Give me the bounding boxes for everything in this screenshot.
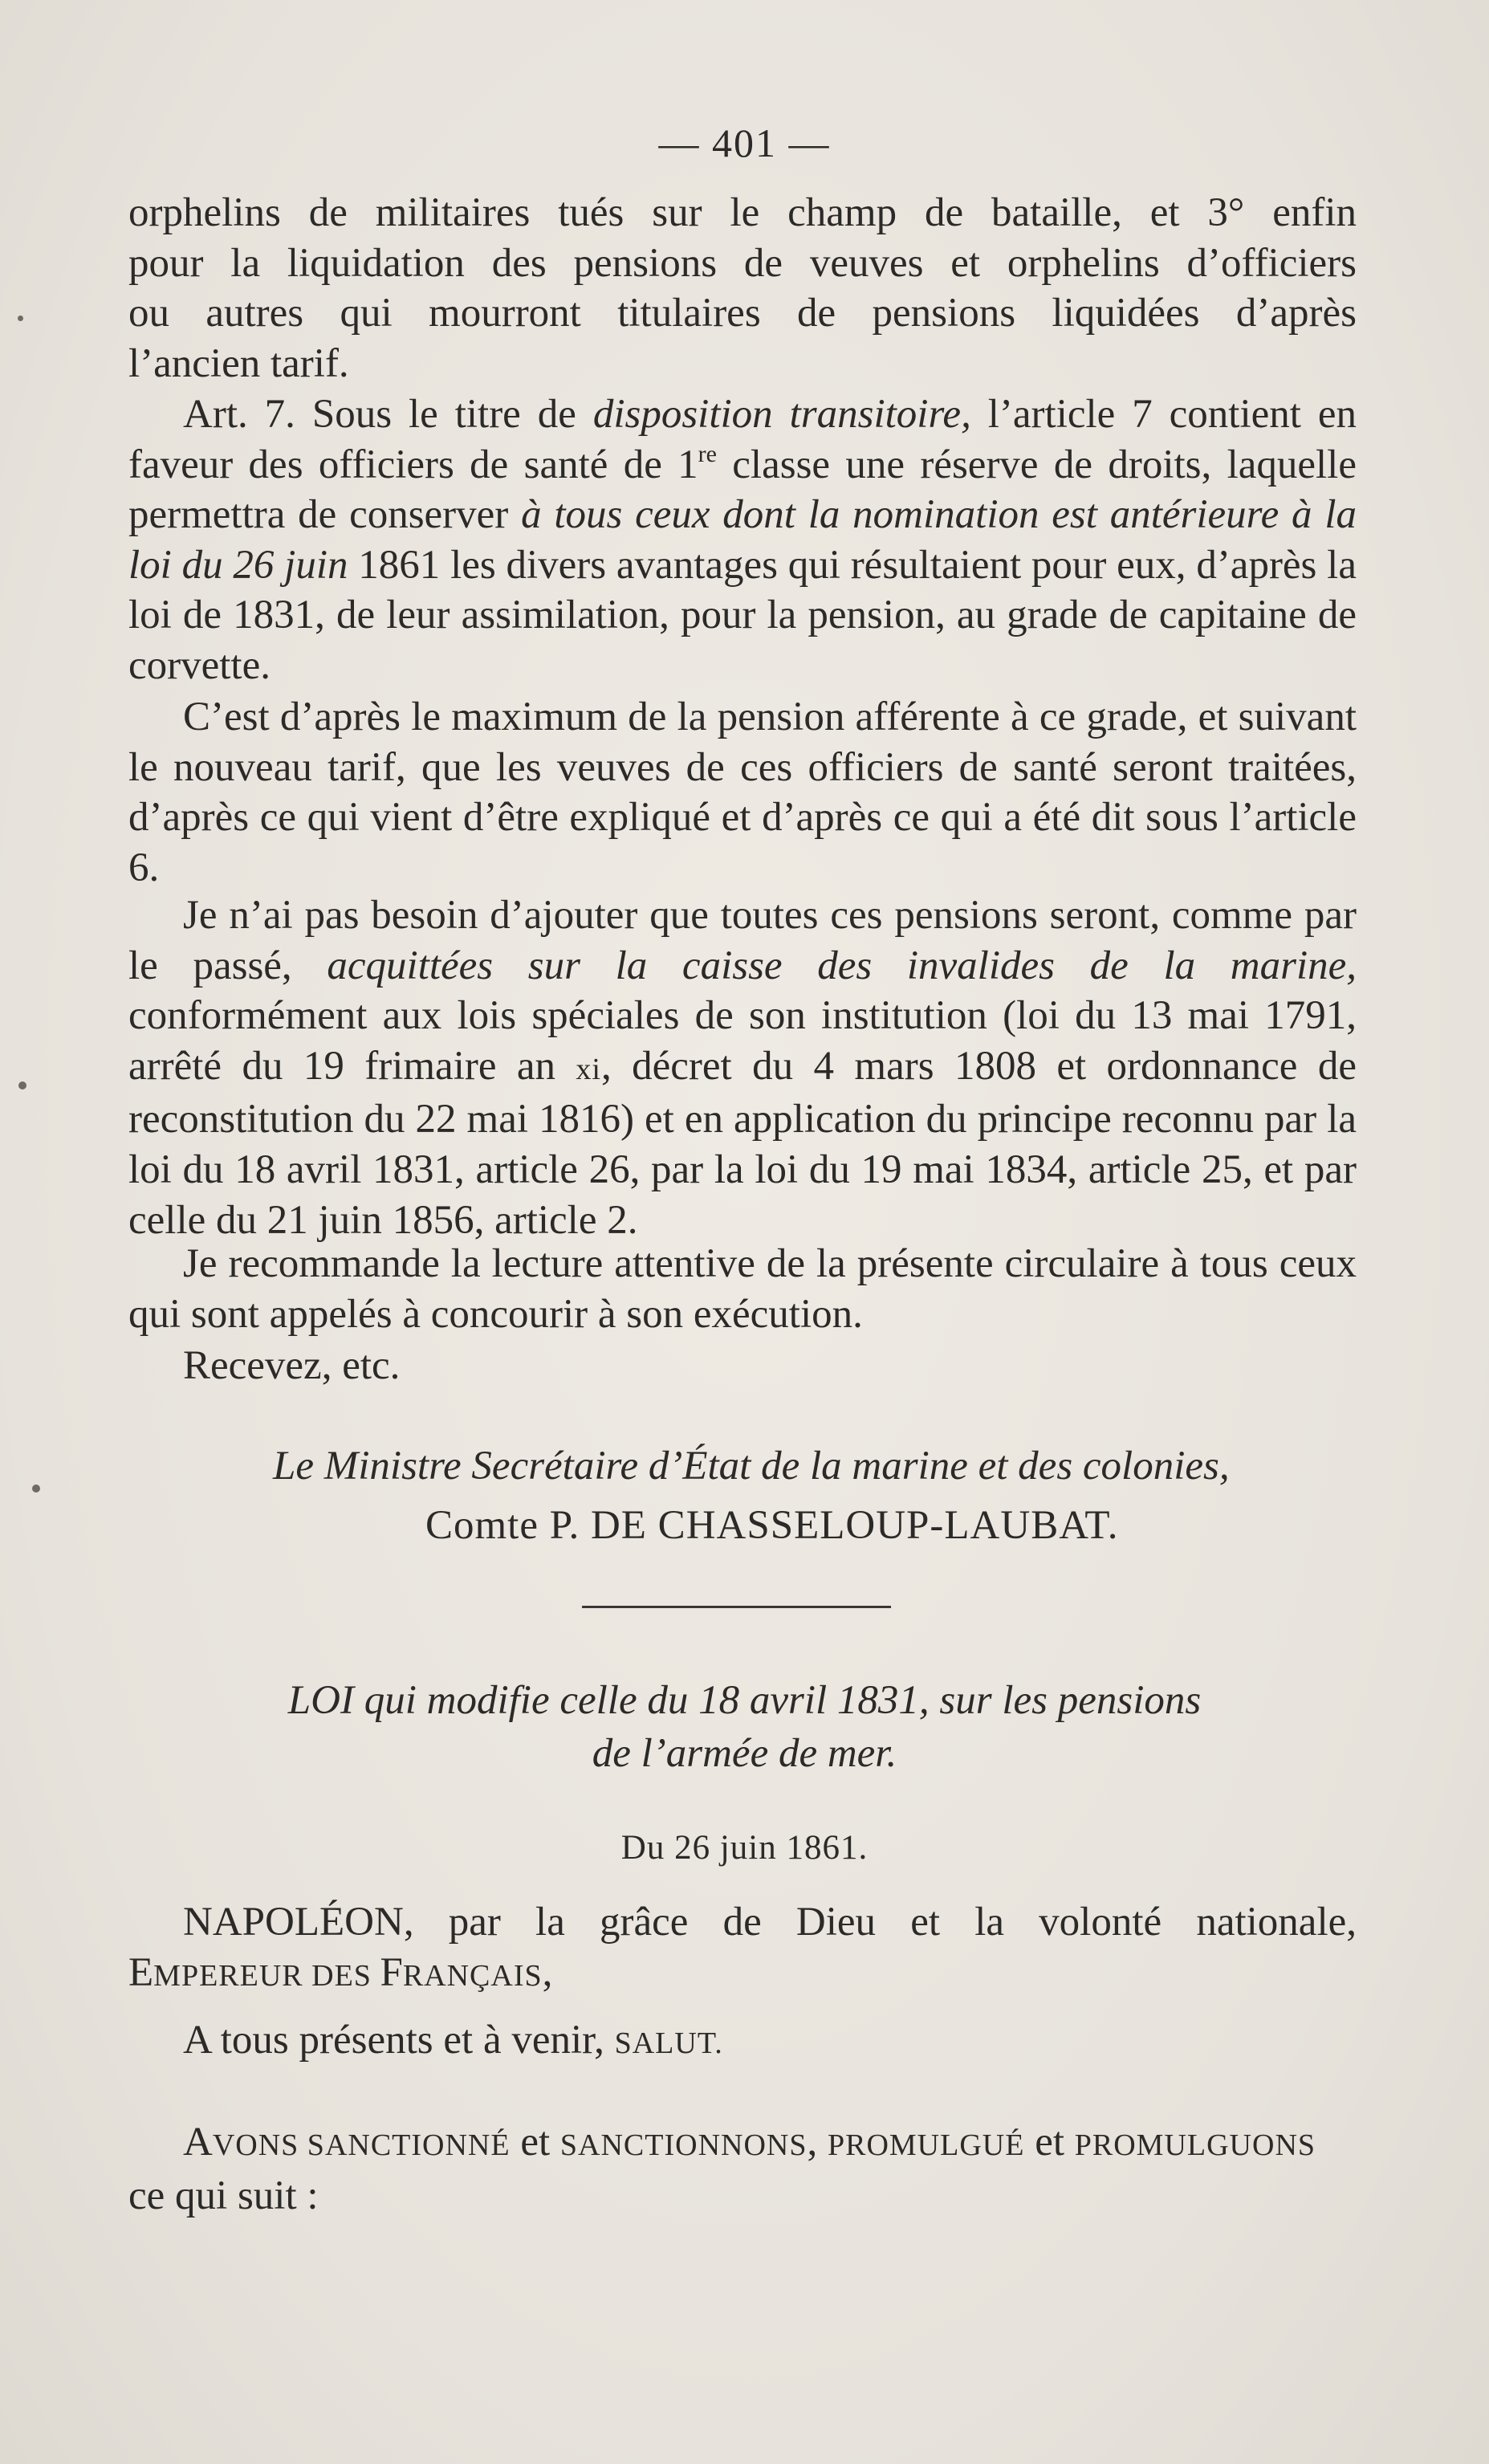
section-divider [582,1606,891,1608]
law-heading [0,1674,1489,1780]
paragraph-text: Art. 7. Sous le titre de disposition transitoire, l’article 7 contient en faveur des officiers de santé de 1re classe une réserve de droits, laquelle permettra de conserver à tous ceux dont la nomination est antérieure à la loi du 26 juin 1861 les divers avantages qui résultaient pour eux, d’après la loi de 1831, de leur assimilation, pour la pension, au grade de capitaine de corvette. [128,392,1357,688]
text-line: orphelins de militaires tués sur le champ de bataille, et 3° enfin [128,190,1357,235]
emphasis: acquittées sur la caisse des invalides de la marine, [327,943,1357,988]
decree-preamble [128,1897,1357,2001]
text-line: pour la liquidation des pensions de veuves et orphelins d’officiers [128,240,1357,286]
paragraph-recommendation [128,1239,1357,1339]
law-date: Du 26 juin 1861. [620,1829,869,1867]
roman-numeral: xi [576,1052,601,1086]
paragraph-text: Je recommande la lecture attentive de la présente circulaire à tous ceux qui sont appelés à concourir à son exécution. [128,1241,1357,1337]
paragraph-text: Recevez, etc. [183,1343,401,1388]
decree-line: ce qui suit : [128,2173,319,2218]
scan-speck [32,1485,40,1493]
decree-line: EMPEREUR DES FRANÇAIS, [128,1949,553,1995]
decree-line: NAPOLÉON, par la grâce de Dieu et la volonté nationale, [183,1900,1357,1945]
paragraph-text: Je n’ai pas besoin d’ajouter que toutes ces pensions seront, comme par le passé, acquittées sur la caisse des invalides de la marine, conformément aux lois spéciales de son institution (loi du 13 mai 1791, arrêté du 19 frimaire an xi, décret du 4 mars 1808 et ordonnance de reconstitution du 22 mai 1816) et en application du principe reconnu par la loi du 18 avril 1831, article 26, par la loi du 19 mai 1834, article 25, et par celle du 21 juin 1856, article 2. [128,893,1357,1243]
scan-speck [18,1081,26,1089]
decree-enactment [128,2117,1357,2221]
decree-line: A tous présents et à venir, SALUT. [183,2018,723,2063]
law-heading-line: LOI qui modifie celle du 18 avril 1831, sur les pensions [287,1678,1202,1723]
paragraph-closing [128,1341,1357,1391]
signature-title: Le Ministre Secrétaire d’État de la marine et des colonies, [273,1444,1230,1489]
decree-line: AVONS SANCTIONNÉ et SANCTIONNONS, PROMULGUÉ et PROMULGUONS [183,2120,1316,2165]
page-number: — 401 — [658,120,831,165]
text-line: ou autres qui mourront titulaires de pensions liquidées d’après [128,291,1357,336]
law-heading-line: de l’armée de mer. [592,1731,897,1776]
paragraph-payment [128,890,1357,1245]
signature-name: Comte P. DE CHASSELOUP-LAUBAT. [425,1503,1119,1548]
scan-speck [18,316,23,321]
text-line: l’ancien tarif. [128,340,349,386]
paragraph-text: C’est d’après le maximum de la pension afférente à ce grade, et suivant le nouveau tarif, que les veuves de ces officiers de santé seront traitées, d’après ce qui vient d’être expliqué et d’après ce qui a été dit sous l’article 6. [128,694,1357,890]
superscript: re [698,440,717,467]
decree-salutation [128,2015,1357,2069]
emphasis: à tous ceux dont la nomination est antérieure à la loi du 26 juin [128,492,1357,588]
paragraph-article-7 [128,389,1357,691]
emphasis: disposition transitoire, [592,392,971,437]
paragraph-widows [128,692,1357,893]
paragraph-continuation [128,188,1357,389]
